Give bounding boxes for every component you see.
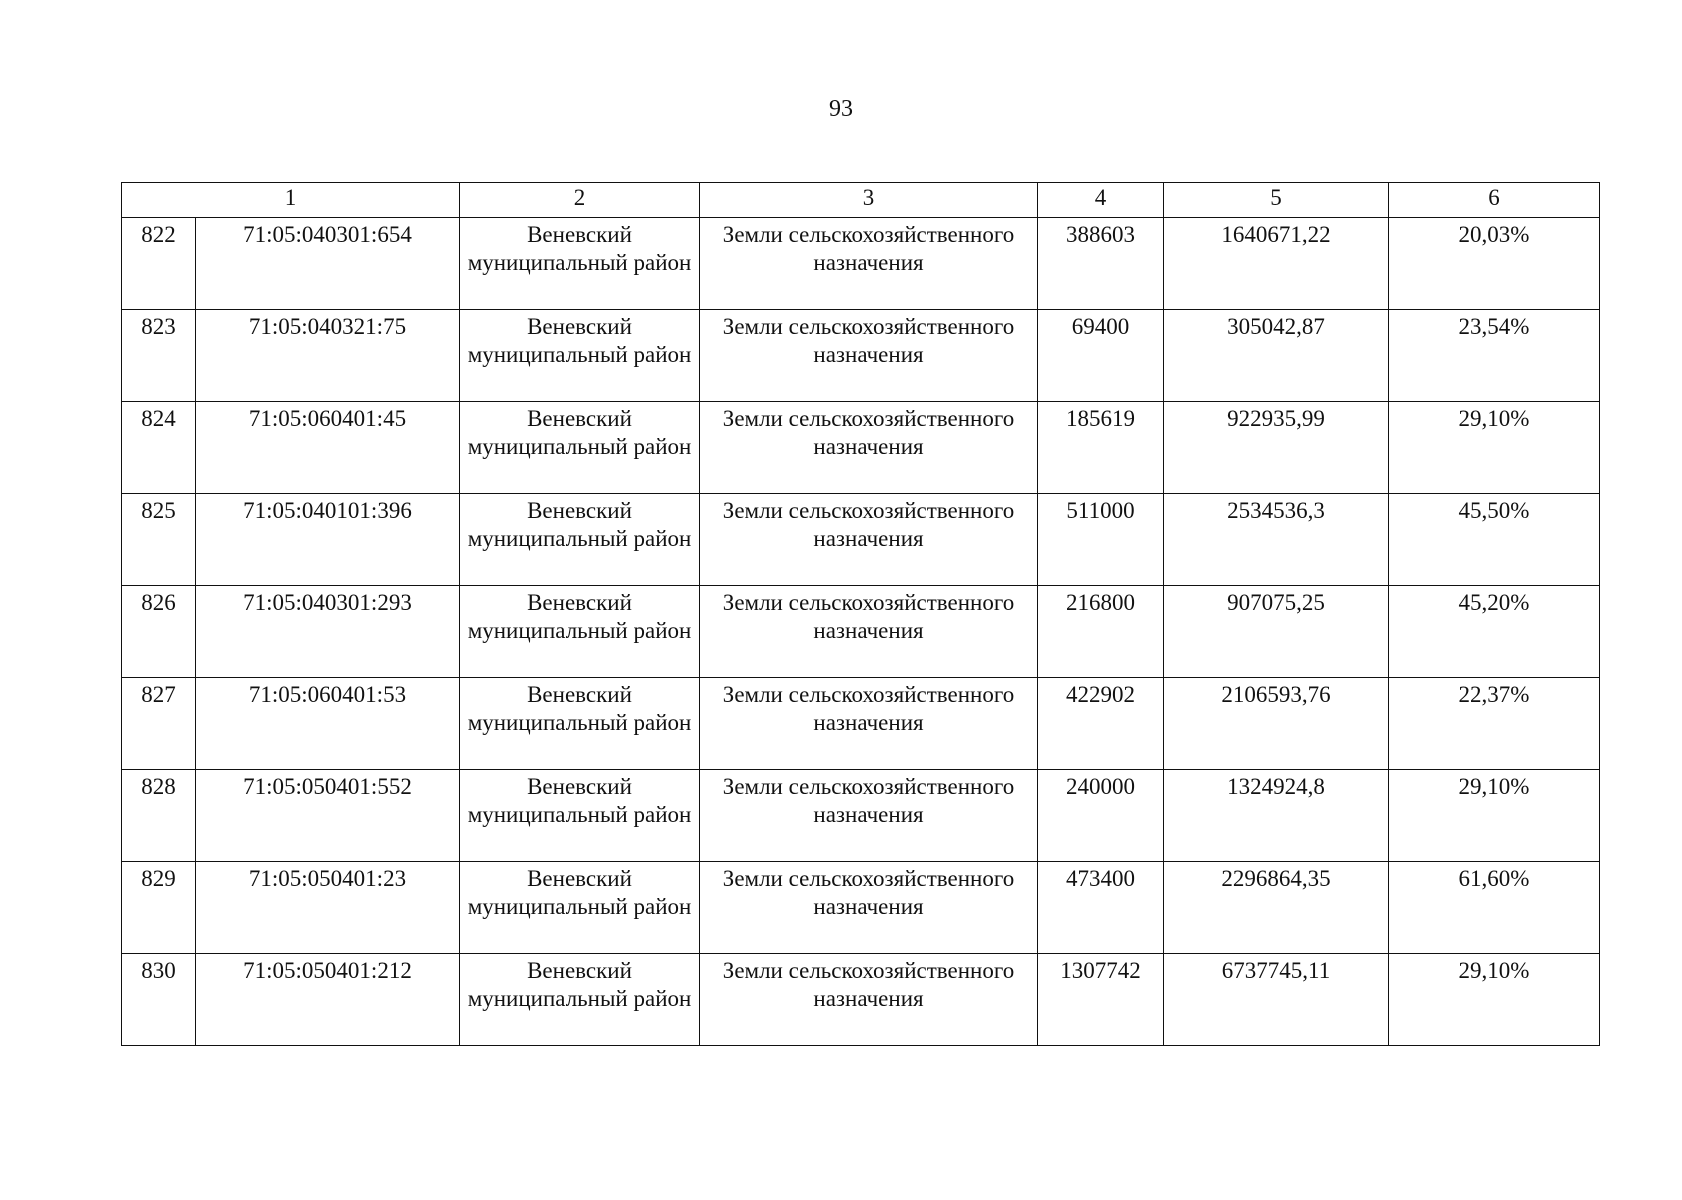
row-number-cell: 822 — [122, 218, 196, 310]
table-row — [122, 586, 1600, 678]
cadastral-value-cell: 2106593,76 — [1164, 678, 1389, 770]
district-cell: Веневский муниципальный район — [460, 402, 700, 494]
area-cell: 422902 — [1038, 678, 1164, 770]
land-category-cell: Земли сельскохозяйственного назначения — [700, 954, 1038, 1046]
table-header — [122, 183, 1600, 218]
cadastral-number-cell: 71:05:050401:212 — [196, 954, 460, 1046]
row-number-cell: 827 — [122, 678, 196, 770]
area-cell: 69400 — [1038, 310, 1164, 402]
percent-cell: 22,37% — [1389, 678, 1600, 770]
cadastral-number-cell: 71:05:040101:396 — [196, 494, 460, 586]
area-cell: 388603 — [1038, 218, 1164, 310]
cadastral-number-cell: 71:05:040301:293 — [196, 586, 460, 678]
column-header-5: 5 — [1164, 183, 1389, 218]
cadastral-number-cell: 71:05:050401:23 — [196, 862, 460, 954]
cadastral-number-cell: 71:05:040321:75 — [196, 310, 460, 402]
area-cell: 473400 — [1038, 862, 1164, 954]
row-number-cell: 824 — [122, 402, 196, 494]
cadastral-number-cell: 71:05:060401:53 — [196, 678, 460, 770]
area-cell: 1307742 — [1038, 954, 1164, 1046]
cadastral-value-cell: 6737745,11 — [1164, 954, 1389, 1046]
percent-cell: 45,20% — [1389, 586, 1600, 678]
cadastral-number-cell: 71:05:050401:552 — [196, 770, 460, 862]
area-cell: 240000 — [1038, 770, 1164, 862]
district-cell: Веневский муниципальный район — [460, 586, 700, 678]
table-row — [122, 954, 1600, 1046]
cadastral-value-cell: 1640671,22 — [1164, 218, 1389, 310]
table-row — [122, 218, 1600, 310]
area-cell: 216800 — [1038, 586, 1164, 678]
cadastral-value-cell: 922935,99 — [1164, 402, 1389, 494]
district-cell: Веневский муниципальный район — [460, 678, 700, 770]
table-row — [122, 862, 1600, 954]
district-cell: Веневский муниципальный район — [460, 954, 700, 1046]
land-category-cell: Земли сельскохозяйственного назначения — [700, 862, 1038, 954]
land-category-cell: Земли сельскохозяйственного назначения — [700, 586, 1038, 678]
table-row — [122, 310, 1600, 402]
cadastral-value-cell: 1324924,8 — [1164, 770, 1389, 862]
land-category-cell: Земли сельскохозяйственного назначения — [700, 402, 1038, 494]
cadastral-number-cell: 71:05:060401:45 — [196, 402, 460, 494]
percent-cell: 29,10% — [1389, 402, 1600, 494]
percent-cell: 29,10% — [1389, 770, 1600, 862]
column-header-6: 6 — [1389, 183, 1600, 218]
header-row — [122, 183, 1600, 218]
row-number-cell: 823 — [122, 310, 196, 402]
column-header-4: 4 — [1038, 183, 1164, 218]
column-header-3: 3 — [700, 183, 1038, 218]
table-row — [122, 494, 1600, 586]
percent-cell: 45,50% — [1389, 494, 1600, 586]
percent-cell: 23,54% — [1389, 310, 1600, 402]
percent-cell: 20,03% — [1389, 218, 1600, 310]
row-number-cell: 829 — [122, 862, 196, 954]
column-header-2: 2 — [460, 183, 700, 218]
area-cell: 511000 — [1038, 494, 1164, 586]
row-number-cell: 828 — [122, 770, 196, 862]
row-number-cell: 826 — [122, 586, 196, 678]
table-row — [122, 402, 1600, 494]
table-row — [122, 770, 1600, 862]
district-cell: Веневский муниципальный район — [460, 770, 700, 862]
row-number-cell: 825 — [122, 494, 196, 586]
column-header-1: 1 — [122, 183, 460, 218]
land-category-cell: Земли сельскохозяйственного назначения — [700, 678, 1038, 770]
land-category-cell: Земли сельскохозяйственного назначения — [700, 310, 1038, 402]
district-cell: Веневский муниципальный район — [460, 218, 700, 310]
district-cell: Веневский муниципальный район — [460, 862, 700, 954]
district-cell: Веневский муниципальный район — [460, 494, 700, 586]
cadastral-number-cell: 71:05:040301:654 — [196, 218, 460, 310]
table-body — [122, 218, 1600, 1046]
land-category-cell: Земли сельскохозяйственного назначения — [700, 494, 1038, 586]
area-cell: 185619 — [1038, 402, 1164, 494]
cadastral-value-cell: 2296864,35 — [1164, 862, 1389, 954]
page-number: 93 — [829, 96, 853, 122]
land-category-cell: Земли сельскохозяйственного назначения — [700, 770, 1038, 862]
table-row — [122, 678, 1600, 770]
district-cell: Веневский муниципальный район — [460, 310, 700, 402]
percent-cell: 29,10% — [1389, 954, 1600, 1046]
cadastral-value-cell: 305042,87 — [1164, 310, 1389, 402]
land-category-cell: Земли сельскохозяйственного назначения — [700, 218, 1038, 310]
row-number-cell: 830 — [122, 954, 196, 1046]
cadastral-value-cell: 2534536,3 — [1164, 494, 1389, 586]
cadastral-value-cell: 907075,25 — [1164, 586, 1389, 678]
land-registry-table — [121, 182, 1600, 1046]
percent-cell: 61,60% — [1389, 862, 1600, 954]
